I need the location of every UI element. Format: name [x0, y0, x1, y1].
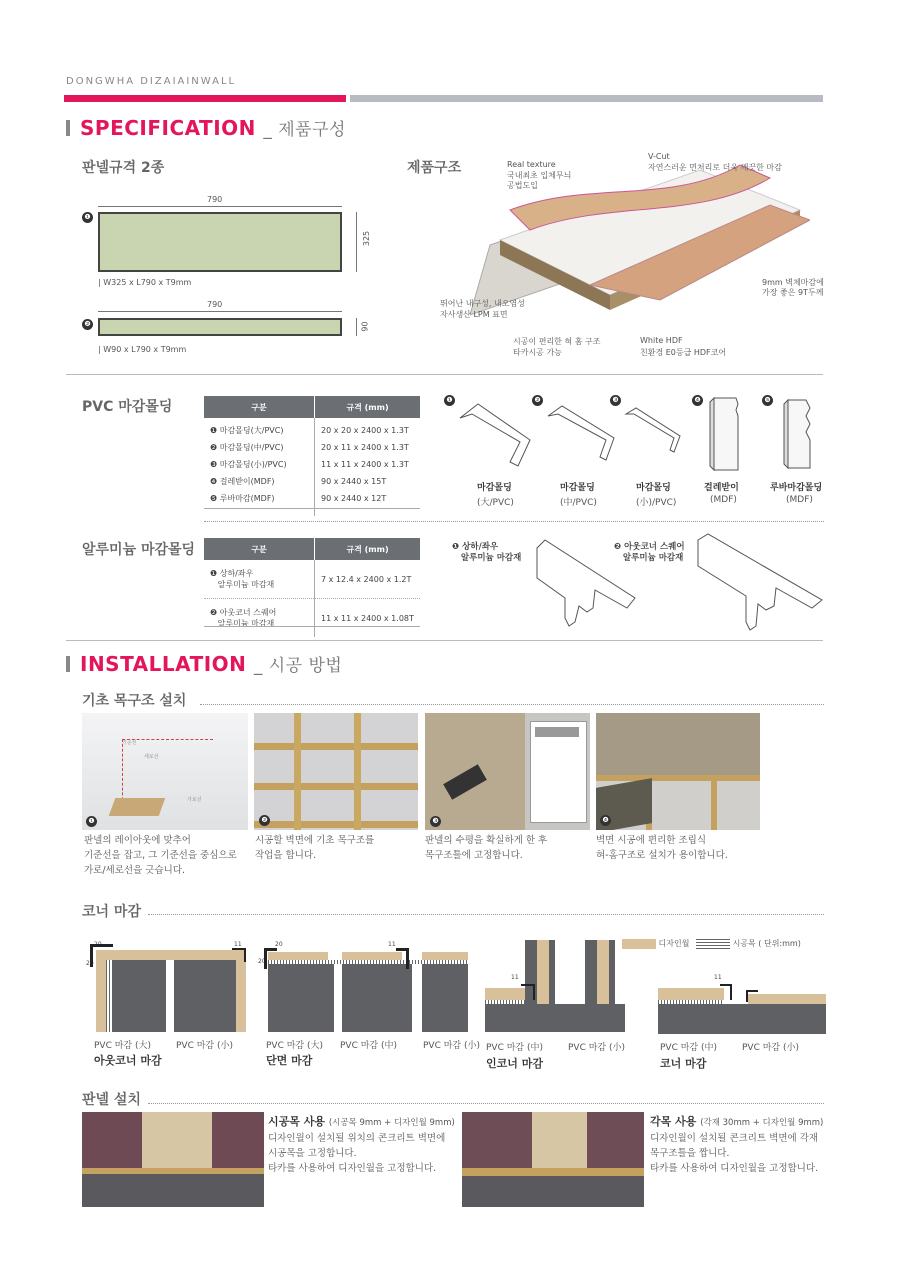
step1-wood: [109, 798, 166, 816]
pvc-item2-number: ❷: [532, 395, 543, 406]
panel-spec-drawings: [82, 192, 382, 357]
caption-line: 디자인월이 설치될 위치의 콘크리트 벽면에: [268, 1133, 446, 1144]
alu-spec-table: [204, 538, 420, 637]
wood-strip: [658, 1000, 724, 1004]
pvc-item1-shape: [458, 400, 536, 470]
corner1-part2: PVC 마감 (小): [176, 1041, 234, 1051]
row-spec: 7 x 12.4 x 2400 x 1.2T: [315, 560, 421, 599]
spec-section-title: [66, 115, 346, 140]
corner3-part1: PVC 마감 (中): [486, 1043, 544, 1053]
table-row: [204, 456, 420, 473]
caption-line: 기준선을 잡고, 그 기준선을 중심으로: [84, 850, 237, 861]
corner4-part1: PVC 마감 (中): [660, 1043, 718, 1053]
panel1-number: ❶: [82, 212, 93, 223]
pvc-molding: [521, 984, 535, 1000]
pvc-item2-label: 마감몰딩: [560, 483, 595, 493]
label-9mm: 9mm 벽체마감에: [762, 278, 824, 287]
legend-design-swatch: [622, 939, 656, 949]
pvc-molding: [90, 944, 113, 967]
wood-strip: [485, 1000, 525, 1004]
legend-unit: ( 단위:mm): [758, 939, 801, 948]
pvc-item4-shape: [706, 396, 746, 472]
caption-line: 판넬의 수평을 확실하게 한 후: [425, 835, 548, 846]
panel2-height-dim: 90: [360, 321, 370, 332]
concrete-block: [422, 964, 468, 1032]
row-number: ❷: [210, 608, 218, 617]
base-heading-dots: [200, 704, 824, 705]
step4-post: [711, 775, 717, 830]
caption-line: 혀-홈구조로 설치가 용이합니다.: [596, 850, 728, 861]
row-name: 아웃코너 스퀘어: [219, 608, 277, 617]
alu-table-header: [204, 538, 420, 560]
label-tongue2: 타카시공 가능: [513, 348, 562, 357]
label-tongue1: 시공이 편리한 혀 홈 구조: [513, 337, 601, 346]
corner3-part2: PVC 마감 (小): [568, 1043, 626, 1053]
method2-desc: [650, 1131, 818, 1176]
step4-photo: [596, 713, 760, 830]
dim-label: 11: [388, 941, 396, 948]
row-name: 걸레받이(MDF): [219, 477, 275, 486]
spec-title: SPECIFICATION: [80, 116, 256, 140]
step1-tag-horizontal: 가로선: [187, 797, 202, 803]
step1-photo: [82, 713, 248, 830]
row-spec: 20 x 20 x 2400 x 1.3T: [321, 426, 409, 435]
panel1-height-dim: 325: [362, 230, 372, 247]
dim-label: 20: [94, 941, 102, 948]
panel-install-dots: [148, 1103, 824, 1104]
title-marker: [66, 656, 70, 672]
corner2-part2: PVC 마감 (中): [340, 1041, 398, 1051]
panel-spec-heading: 판넬규격 2종: [82, 160, 165, 176]
row-number: ❺: [210, 494, 218, 503]
concrete-block: [174, 960, 239, 1032]
caption-line: 시공목을 고정합니다.: [268, 1148, 357, 1159]
install-section-title: [66, 651, 342, 676]
alu-item1-label1: 상하/좌우: [462, 542, 499, 552]
table-row: [204, 439, 420, 456]
dim-label: 11: [234, 941, 242, 948]
pvc-item4-sublabel: (MDF): [710, 495, 737, 505]
corner2-part3: PVC 마감 (小): [423, 1041, 481, 1051]
step2-number: ❷: [259, 815, 270, 826]
row-number: ❷: [210, 443, 218, 452]
corner1-part1: PVC 마감 (大): [94, 1041, 152, 1051]
corner-outside-diagram: [86, 938, 251, 1033]
step1-caption: [84, 833, 237, 878]
method1-concrete: [82, 1172, 264, 1207]
caption-line: 디자인월이 설치될 콘크리트 벽면에 각재: [650, 1133, 819, 1144]
legend-wood-swatch: [696, 939, 730, 949]
pvc-heading: PVC 마감몰딩: [82, 399, 173, 415]
corner-finish-diagram: [658, 968, 826, 1036]
pvc-item1-number: ❶: [444, 395, 455, 406]
label-real-texture-desc2: 공법도입: [507, 181, 538, 190]
table-row: [204, 418, 420, 439]
pvc-item5-number: ❺: [762, 395, 773, 406]
method2-sub: (각재 30mm + 디자인월 9mm): [700, 1118, 824, 1128]
pvc-item1-sublabel: (大/PVC): [477, 498, 514, 508]
method2-title-row: [650, 1113, 823, 1129]
step2-post: [294, 713, 301, 830]
row-number: ❶: [210, 426, 218, 435]
alu-table-bottom: [204, 626, 420, 627]
design-wall: [485, 988, 525, 1000]
pvc-molding: [746, 990, 758, 1002]
concrete-base: [485, 1004, 625, 1032]
step4-number: ❹: [600, 815, 611, 826]
step3-caption: [425, 833, 547, 863]
dim-label: 11: [511, 974, 519, 981]
panel2-height-line: [356, 318, 357, 336]
dim-label: 20: [258, 958, 266, 965]
caption-line: 목구조틀을 짭니다.: [650, 1148, 730, 1159]
dim-label: 11: [714, 974, 722, 981]
pvc-item4-number: ❹: [692, 395, 703, 406]
concrete-block: [342, 964, 412, 1032]
caption-line: 가로/세로선을 긋습니다.: [84, 865, 186, 876]
concrete-base: [658, 1004, 826, 1034]
panel2-dim-line: [98, 311, 342, 312]
panel1-dim-line: [98, 206, 342, 207]
pvc-item5-label: 루바마감몰딩: [770, 483, 823, 493]
corner4-title: 코너 마감: [660, 1057, 707, 1070]
row-name-sub: 알루미늄 마감재: [217, 619, 275, 628]
pvc-molding: [264, 948, 277, 969]
base-structure-heading: 기초 목구조 설치: [82, 693, 187, 709]
row-spec: 90 x 2440 x 15T: [321, 477, 387, 486]
corner1-title: 아웃코너 마감: [94, 1054, 162, 1067]
pvc-item3-number: ❸: [610, 395, 621, 406]
row-name-sub: 알루미늄 마감재: [217, 580, 275, 589]
pvc-header-col1: 구분: [204, 396, 315, 418]
alu-item2-label2: 알루미늄 마감재: [622, 553, 684, 563]
row-number: ❹: [210, 477, 218, 486]
panel1-width-dim: 790: [207, 195, 223, 204]
pvc-item3-label: 마감몰딩: [636, 483, 671, 493]
label-real-texture-desc1: 국내최초 입체무늬: [507, 171, 572, 180]
label-lpm1: 뛰어난 내구성, 내오염성: [440, 299, 525, 308]
method1-photo: [82, 1112, 264, 1207]
step1-tag-vertical: 세로선: [144, 754, 159, 760]
pvc-item2-shape: [546, 402, 618, 462]
row-spec: 20 x 11 x 2400 x 1.3T: [321, 443, 409, 452]
caption-line: 시공할 벽면에 기초 목구조를: [255, 835, 375, 846]
step3-inset-bar: [535, 727, 579, 737]
corner-heading-dots: [148, 914, 824, 915]
alu-heading: 알루미늄 마감몰딩: [82, 542, 196, 558]
pvc-spec-table: [204, 396, 420, 516]
step1-tag-baseline: 기준선: [122, 740, 137, 746]
caption-line: 타카를 사용하여 디자인월을 고정합니다.: [650, 1163, 819, 1174]
wood-strip: [106, 960, 112, 1032]
step2-post: [354, 713, 361, 830]
panel2-width-dim: 790: [207, 300, 223, 309]
dim-label: 20: [86, 960, 94, 967]
step4-caption: [596, 833, 728, 863]
design-wall: [537, 940, 549, 1004]
install-subtitle: _ 시공 방법: [253, 656, 343, 676]
pvc-table-bottom: [204, 508, 420, 509]
panel1-shape: [98, 212, 342, 272]
concrete-block: [268, 964, 334, 1032]
row-number: ❶: [210, 569, 218, 578]
row-spec: 90 x 2440 x 12T: [321, 494, 387, 503]
divider-2: [66, 640, 823, 641]
label-real-texture: Real texture: [507, 160, 556, 169]
row-spec: 11 x 11 x 2400 x 1.3T: [321, 460, 409, 469]
table-row: [204, 490, 420, 516]
table-row: [204, 599, 420, 638]
label-vcut-desc: 자연스러운 면처리로 더욱 깨끗한 마감: [648, 163, 782, 172]
pvc-molding: [232, 948, 246, 962]
label-lpm2: 자사생산 LPM 표면: [440, 310, 508, 319]
step2-photo: [254, 713, 418, 830]
alu-item1-label: [452, 542, 521, 564]
pvc-item1-label: 마감몰딩: [477, 483, 512, 493]
pvc-molding: [720, 984, 732, 1000]
method1-title: 시공목 사용: [268, 1115, 325, 1128]
corner4-part2: PVC 마감 (小): [742, 1043, 800, 1053]
brand-name: DONGWHA DIZAIAINWALL: [66, 76, 237, 87]
method1-desc: [268, 1131, 445, 1176]
design-wall: [96, 950, 246, 960]
row-name: 마감몰딩(大/PVC): [219, 426, 284, 435]
caption-line: 벽면 시공에 편리한 조립식: [596, 835, 707, 846]
step2-batten: [254, 783, 418, 790]
alu-item2-shape: [696, 532, 826, 632]
label-9mm-desc: 가장 좋은 9T두께: [762, 288, 824, 297]
method1-sub: (시공목 9mm + 디자인월 9mm): [328, 1118, 455, 1128]
pvc-item5-shape: [780, 398, 820, 470]
caption-line: 타카를 사용하여 디자인월을 고정합니다.: [268, 1163, 437, 1174]
method2-batten: [462, 1168, 644, 1176]
label-vcut: V-Cut: [648, 152, 670, 161]
header-bar-accent: [64, 95, 346, 102]
pvc-header-col2: 규격 (mm): [315, 396, 421, 418]
pvc-table-header: [204, 396, 420, 418]
caption-line: 작업을 합니다.: [255, 850, 317, 861]
divider-1: [66, 374, 823, 375]
pvc-item4-label: 걸레받이: [704, 483, 739, 493]
corner3-title: 인코너 마감: [486, 1057, 543, 1070]
panel1-caption: | W325 x L790 x T9mm: [98, 278, 192, 287]
design-wall: [236, 950, 246, 1032]
method2-photo: [462, 1112, 644, 1207]
pvc-items: [440, 392, 840, 512]
structure-heading: 제품구조: [407, 160, 462, 176]
method2-concrete: [462, 1174, 644, 1207]
step4-panels: [596, 713, 760, 775]
pvc-molding: [396, 948, 409, 969]
panel-install-heading: 판넬 설치: [82, 1092, 141, 1108]
alu-header-col1: 구분: [204, 538, 315, 560]
row-number: ❸: [210, 460, 218, 469]
label-hdf2: 친환경 E0등급 HDF코어: [640, 348, 727, 357]
row-name: 루바마감(MDF): [219, 494, 275, 503]
step4-batten: [596, 775, 760, 781]
design-wall: [748, 994, 826, 1004]
row-name: 마감몰딩(小)/PVC): [219, 460, 287, 469]
row-name: 상하/좌우: [219, 569, 254, 578]
step2-batten: [254, 821, 418, 828]
row-spec: 11 x 11 x 2400 x 1.08T: [321, 613, 414, 623]
step2-caption: [255, 833, 374, 863]
design-wall: [597, 940, 609, 1004]
pvc-item2-sublabel: (中/PVC): [560, 498, 597, 508]
corner-heading: 코너 마감: [82, 904, 141, 920]
method1-batten: [82, 1168, 264, 1174]
pvc-item3-shape: [624, 404, 684, 454]
header-bar-grey: [350, 95, 823, 102]
caption-line: 목구조틀에 고정합니다.: [425, 850, 523, 861]
install-title: INSTALLATION: [80, 652, 247, 676]
table-row: [204, 473, 420, 490]
design-wall: [658, 988, 724, 1000]
method2-title: 각목 사용: [650, 1115, 697, 1128]
dim-label: 20: [275, 941, 283, 948]
pvc-item3-sublabel: (小)/PVC): [636, 498, 677, 508]
method1-title-row: [268, 1113, 455, 1129]
alu-item1-label2: 알루미늄 마감재: [460, 553, 522, 563]
alu-header-col2: 규격 (mm): [315, 538, 421, 560]
step3-number: ❸: [430, 816, 441, 827]
pvc-item5-sublabel: (MDF): [786, 495, 813, 505]
panel1-height-line: [356, 212, 357, 272]
corner-section-diagram: [258, 938, 468, 1033]
corner-legend: [622, 938, 801, 949]
title-marker: [66, 120, 70, 136]
spec-subtitle: _ 제품구성: [263, 120, 346, 140]
alu-item2-label: [614, 542, 685, 564]
alu-item2-label1: 아웃코너 스퀘어: [624, 542, 685, 552]
panel2-number: ❷: [82, 319, 93, 330]
alu-item1-number: ❶: [452, 542, 460, 552]
legend-design-label: 디자인월: [658, 939, 690, 948]
step2-batten: [254, 743, 418, 750]
label-hdf1: White HDF: [640, 336, 683, 345]
dotted-divider: [204, 521, 824, 522]
caption-line: 판넬의 레이아웃에 맞추어: [84, 835, 191, 846]
panel2-caption: | W90 x L790 x T9mm: [98, 345, 187, 354]
panel2-shape: [98, 318, 342, 336]
corner2-title: 단면 마감: [266, 1054, 313, 1067]
step3-photo: [425, 713, 590, 830]
corner-inside-diagram: [485, 940, 625, 1035]
row-name: 마감몰딩(中/PVC): [219, 443, 284, 452]
table-row: [204, 560, 420, 599]
corner2-part1: PVC 마감 (大): [266, 1041, 324, 1051]
step1-number: ❶: [86, 816, 97, 827]
alu-item2-number: ❷: [614, 542, 622, 552]
legend-wood-label: 시공목: [732, 939, 756, 948]
wood-strip: [268, 960, 468, 964]
